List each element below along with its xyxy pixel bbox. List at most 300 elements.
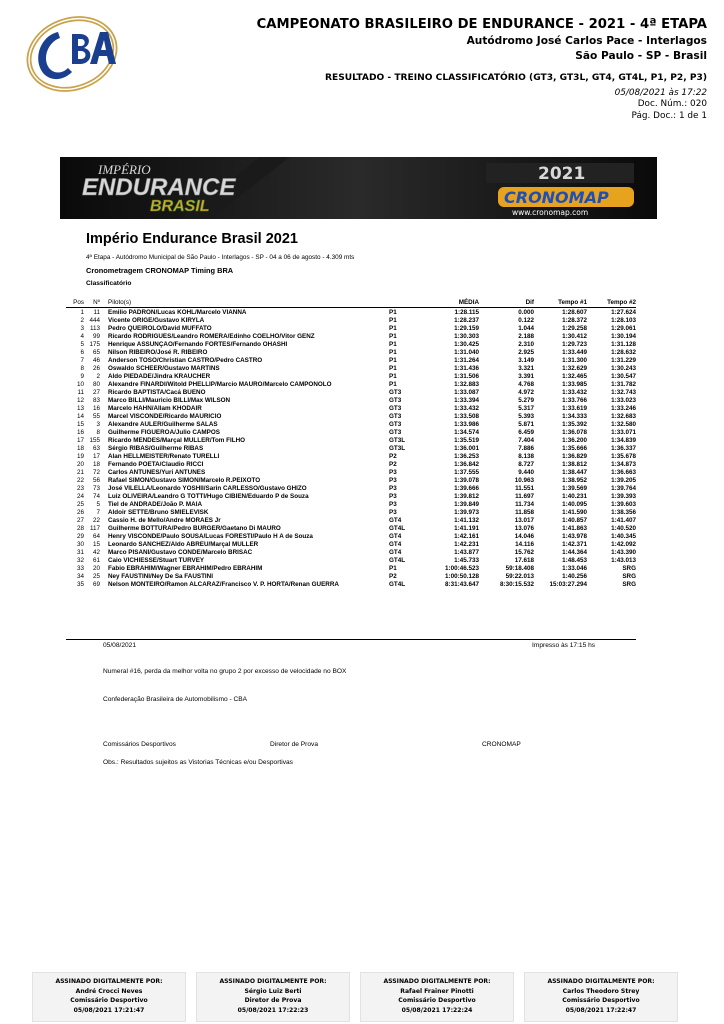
venue: Autódromo José Carlos Pace - Interlagos	[466, 35, 707, 47]
table-row	[66, 421, 636, 429]
cell-time2: 1:35.678	[611, 453, 636, 460]
cell-time2: 1:30.547	[611, 373, 636, 380]
cell-pos: 13	[76, 405, 84, 412]
cell-car-number: 3	[96, 421, 100, 428]
cell-time1: 1:33.619	[562, 405, 587, 412]
cell-average: 1:42.161	[454, 533, 479, 540]
table-row	[66, 469, 636, 477]
results-body	[66, 308, 636, 590]
cell-drivers: Henry VISCONDE/Paulo SOUSA/Lucas FORESTI/Paulo H A de Souza	[108, 533, 313, 540]
table-row	[66, 397, 636, 405]
signature-time: 05/08/2021 17:21:47	[73, 1006, 145, 1014]
cell-time2: 1:34.873	[611, 461, 636, 468]
cell-class: GT3	[389, 397, 402, 404]
cell-diff: 2.925	[518, 349, 534, 356]
col-drivers: Piloto(s)	[100, 297, 389, 308]
cell-pos: 17	[76, 437, 84, 444]
cell-class: P3	[389, 501, 397, 508]
table-row	[66, 389, 636, 397]
cell-car-number: 74	[92, 493, 100, 500]
col-pos: Pos	[66, 297, 84, 308]
cell-pos: 35	[76, 581, 84, 588]
result-title: RESULTADO - TREINO CLASSIFICATÓRIO (GT3, GT3L, GT4, GT4L, P1, P2, P3)	[324, 73, 707, 83]
cell-time2: 1:30.243	[611, 365, 636, 372]
signature-name: Carlos Theodoro Strey	[562, 987, 640, 995]
cba-logo	[18, 14, 118, 100]
table-row	[66, 308, 636, 318]
cell-car-number: 15	[92, 541, 100, 548]
cell-time1: 1:34.333	[562, 413, 587, 420]
banner-imperio: IMPÉRIO	[98, 162, 151, 177]
cell-drivers: Fabio EBRAHIM/Wagner EBRAHIM/Pedro EBRAHIM	[108, 565, 263, 572]
cell-car-number: 73	[92, 485, 100, 492]
cell-class: GT3	[389, 413, 402, 420]
signature-box	[360, 972, 514, 1022]
cell-class: P1	[389, 325, 397, 332]
table-row	[66, 357, 636, 365]
cell-car-number: 63	[92, 445, 100, 452]
cell-time1: 1:33.046	[562, 565, 587, 572]
cell-time1: 1:29.258	[562, 325, 587, 332]
cell-car-number: 25	[92, 573, 100, 580]
race-director-label: Diretor de Prova	[270, 741, 319, 748]
cell-car-number: 80	[92, 381, 100, 388]
cell-diff: 5.317	[518, 405, 534, 412]
cell-car-number: 175	[89, 341, 100, 348]
cell-pos: 24	[76, 493, 84, 500]
event-subtitle: 4ª Etapa - Autódromo Municipal de São Paulo - Interlagos - SP - 04 a 06 de agosto - 4.309 mts	[86, 254, 355, 261]
cell-diff: 14.116	[515, 541, 534, 548]
cell-time1: 1:29.723	[562, 341, 587, 348]
cell-average: 1:39.849	[454, 501, 479, 508]
cell-class: P1	[389, 565, 397, 572]
cell-pos: 23	[76, 485, 84, 492]
cba-label: Confederação Brasileira de Automobilismo - CBA	[103, 696, 248, 703]
cell-time2: 1:32.580	[611, 421, 636, 428]
cell-pos: 30	[76, 541, 84, 548]
cell-drivers: Aldo PIEDADE/Jindra KRAUCHER	[108, 373, 211, 380]
cell-time2: 1:28.632	[611, 349, 636, 356]
signature-name: André Crocci Neves	[75, 987, 143, 995]
table-row	[66, 581, 636, 589]
cell-pos: 8	[80, 365, 84, 372]
cell-time1: 1:33.449	[562, 349, 587, 356]
cell-pos: 15	[76, 421, 84, 428]
cell-diff: 6.459	[518, 429, 534, 436]
cell-diff: 9.440	[518, 469, 534, 476]
cell-pos: 6	[80, 349, 84, 356]
cell-average: 1:34.574	[454, 429, 479, 436]
cell-diff: 5.279	[518, 397, 534, 404]
footer-date: 05/08/2021	[103, 642, 137, 649]
cell-car-number: 42	[92, 549, 100, 556]
cell-class: P3	[389, 469, 397, 476]
cell-diff: 7.886	[518, 445, 534, 452]
table-row	[66, 453, 636, 461]
cell-average: 1:36.842	[454, 461, 479, 468]
cell-average: 1:39.812	[454, 493, 479, 500]
cell-class: P3	[389, 477, 397, 484]
cell-car-number: 8	[96, 429, 100, 436]
cell-car-number: 46	[92, 357, 100, 364]
cell-class: GT3	[389, 421, 402, 428]
cell-class: P1	[389, 373, 397, 380]
cell-diff: 13.076	[514, 525, 534, 532]
stewards-label: Comissários Desportivos	[103, 741, 176, 748]
cell-diff: 8.727	[518, 461, 534, 468]
cell-class: GT3	[389, 405, 402, 412]
cell-car-number: 18	[92, 461, 100, 468]
cell-class: P1	[389, 333, 397, 340]
cell-class: GT4	[389, 533, 402, 540]
cell-class: P1	[389, 381, 397, 388]
cell-drivers: Oswaldo SCHEER/Gustavo MARTINS	[108, 365, 220, 372]
cell-car-number: 444	[89, 317, 100, 324]
cell-car-number: 83	[92, 397, 100, 404]
col-diff: Dif	[479, 297, 534, 308]
cell-time1: 1:40.256	[562, 573, 587, 580]
cell-average: 1:42.231	[454, 541, 479, 548]
cell-diff: 59:18.408	[505, 565, 534, 572]
cell-pos: 29	[76, 533, 84, 540]
cell-car-number: 113	[89, 325, 100, 332]
signature-box	[196, 972, 350, 1022]
table-row	[66, 557, 636, 565]
championship-title: CAMPEONATO BRASILEIRO DE ENDURANCE - 2021 - 4ª ETAPA	[256, 17, 707, 32]
city: São Paulo - SP - Brasil	[575, 50, 707, 62]
cell-time2: 1:40.520	[611, 525, 636, 532]
timing-label: Cronometragem CRONOMAP Timing BRA	[86, 266, 234, 275]
cell-drivers: Guilherme BOTTURA/Pedro BÜRGER/Gaetano Di MAURO	[108, 525, 281, 532]
event-title: Império Endurance Brasil 2021	[86, 231, 298, 247]
cell-drivers: Ricardo RODRIGUES/Leandro ROMERA/Edinho COELHO/Vitor GENZ	[108, 333, 315, 340]
cell-average: 1:41.132	[454, 517, 479, 524]
cell-class: GT3L	[389, 437, 406, 444]
cell-time2: 1:29.061	[611, 325, 636, 332]
table-row	[66, 333, 636, 341]
cell-class: GT4	[389, 517, 402, 524]
banner-endurance: ENDURANCE	[82, 174, 236, 201]
cell-pos: 5	[80, 341, 84, 348]
cell-pos: 4	[80, 333, 84, 340]
cell-average: 1:00:46.523	[445, 565, 479, 572]
cell-time1: 1:40.231	[562, 493, 587, 500]
cell-time1: 1:38.447	[562, 469, 587, 476]
cell-diff: 1.044	[518, 325, 534, 332]
cell-time1: 1:42.371	[562, 541, 587, 548]
table-row	[66, 405, 636, 413]
cell-diff: 14.046	[514, 533, 534, 540]
cell-diff: 0.122	[518, 317, 534, 324]
cell-diff: 8:30:15.532	[500, 581, 534, 588]
cell-time1: 1:28.607	[562, 309, 587, 316]
cell-time2: 1:42.092	[611, 541, 636, 548]
cell-drivers: Vicente ORIGE/Gustavo KIRYLA	[108, 317, 205, 324]
cell-car-number: 5	[96, 501, 100, 508]
cell-time1: 1:31.300	[562, 357, 587, 364]
cell-drivers: Carlos ANTUNES/Yuri ANTUNES	[108, 469, 206, 476]
cell-time1: 1:33.985	[562, 381, 587, 388]
cell-class: P3	[389, 509, 397, 516]
cell-average: 1:33.508	[454, 413, 479, 420]
table-row	[66, 461, 636, 469]
cell-class: GT4L	[389, 525, 406, 532]
table-row	[66, 573, 636, 581]
signature-role: Comissário Desportivo	[398, 997, 476, 1004]
table-row	[66, 317, 636, 325]
cell-time2: 1:33.023	[611, 397, 636, 404]
col-time1: Tempo #1	[534, 297, 587, 308]
cell-time2: 1:39.393	[611, 493, 636, 500]
table-row	[66, 413, 636, 421]
cell-time2: 1:39.205	[611, 477, 636, 484]
classification-label: Classificatório	[86, 280, 132, 287]
col-average: MÉDIA	[427, 297, 479, 308]
cell-average: 1:30.303	[454, 333, 479, 340]
cell-car-number: 20	[92, 565, 100, 572]
cell-car-number: 7	[96, 509, 100, 516]
cell-average: 1:33.432	[454, 405, 479, 412]
cell-average: 1:37.555	[454, 469, 479, 476]
cell-time1: 1:32.465	[562, 373, 587, 380]
cell-drivers: Leonardo SANCHEZ/Aldo ABREU/Marçal MULLER	[108, 541, 259, 548]
signature-label: ASSINADO DIGITALMENTE POR:	[219, 978, 327, 985]
cell-drivers: Caio VICHIESSE/Stuart TURVEY	[108, 557, 205, 564]
cell-average: 1:30.425	[454, 341, 479, 348]
cell-time1: 1:48.453	[562, 557, 587, 564]
cell-pos: 21	[76, 469, 84, 476]
cell-time2: 1:43.013	[611, 557, 636, 564]
cell-average: 1:29.159	[454, 325, 479, 332]
cell-pos: 26	[76, 509, 84, 516]
cell-drivers: Rafael SIMON/Gustavo SIMON/Marcelo R.PEIXOTO	[108, 477, 261, 484]
cell-average: 1:43.877	[454, 549, 479, 556]
cell-pos: 31	[76, 549, 84, 556]
cell-car-number: 117	[89, 525, 100, 532]
cell-average: 1:33.394	[454, 397, 479, 404]
signature-box	[32, 972, 186, 1022]
event-banner	[60, 157, 657, 219]
table-row	[66, 437, 636, 445]
cell-car-number: 27	[92, 389, 100, 396]
table-row	[66, 509, 636, 517]
col-number: Nº	[84, 297, 100, 308]
cell-class: GT3	[389, 389, 402, 396]
cell-time2: 1:33.246	[611, 405, 636, 412]
cell-car-number: 61	[92, 557, 100, 564]
cell-average: 1:41.191	[454, 525, 479, 532]
cell-car-number: 64	[92, 533, 100, 540]
cell-time2: 1:43.390	[611, 549, 636, 556]
table-row	[66, 533, 636, 541]
cell-diff: 59:22.013	[505, 573, 534, 580]
cell-pos: 11	[77, 389, 84, 396]
table-row	[66, 485, 636, 493]
cell-class: GT4L	[389, 557, 406, 564]
cell-time1: 1:43.978	[562, 533, 587, 540]
cell-time2: 1:31.229	[611, 357, 636, 364]
cell-drivers: Sérgio RIBAS/Guilherme RIBAS	[108, 445, 204, 452]
cell-time1: 1:41.590	[562, 509, 587, 516]
cell-drivers: Nelson MONTEIRO/Ramon ALCARAZ/Francisco V. P. HORTA/Renan GUERRA	[108, 581, 339, 588]
cell-average: 8:31:43.647	[445, 581, 479, 588]
cell-time2: 1:32.683	[611, 413, 636, 420]
cronomap-label: CRONOMAP	[482, 741, 521, 748]
cell-time2: 1:28.103	[611, 317, 636, 324]
cell-time2: 1:31.128	[611, 341, 636, 348]
cell-class: GT4L	[389, 581, 406, 588]
cell-time2: 1:27.624	[611, 309, 636, 316]
cell-pos: 20	[76, 461, 84, 468]
table-row	[66, 341, 636, 349]
cell-car-number: 99	[92, 333, 100, 340]
cell-diff: 5.393	[518, 413, 534, 420]
cell-time2: 1:38.356	[611, 509, 636, 516]
cell-drivers: Pedro QUEIROLO/David MUFFATO	[108, 325, 212, 332]
cell-car-number: 22	[92, 517, 100, 524]
cell-drivers: Fernando POETA/Claudio RICCI	[108, 461, 204, 468]
cell-drivers: Alexandre FINARDI/Witold PHELLIP/Marcio MAURO/Marcelo CAMPONOLO	[108, 381, 332, 388]
cell-drivers: Marcel VISCONDE/Ricardo MAURICIO	[108, 413, 222, 420]
table-row	[66, 373, 636, 381]
cell-time1: 1:35.392	[562, 421, 587, 428]
cell-time1: 1:41.863	[562, 525, 587, 532]
cell-time1: 1:33.432	[562, 389, 587, 396]
cell-car-number: 16	[92, 405, 100, 412]
cell-diff: 10.963	[514, 477, 534, 484]
table-row	[66, 517, 636, 525]
signature-time: 05/08/2021 17:22:47	[565, 1006, 637, 1014]
cell-time1: 1:30.412	[562, 333, 587, 340]
cell-time2: 1:34.839	[611, 437, 636, 444]
cell-time1: 1:38.952	[562, 477, 587, 484]
cell-diff: 2.310	[518, 341, 534, 348]
cell-drivers: Luiz OLIVEIRA/Leandro G TOTTI/Hugo CIBIEN/Eduardo P de Souza	[108, 493, 309, 500]
cell-time1: 1:38.812	[562, 461, 587, 468]
cell-time1: 1:36.200	[562, 437, 587, 444]
document-number: Doc. Núm.: 020	[637, 99, 707, 109]
cell-average: 1:32.883	[454, 381, 479, 388]
cell-diff: 11.858	[515, 509, 534, 516]
cell-pos: 9	[80, 373, 84, 380]
cell-time1: 1:32.629	[562, 365, 587, 372]
cell-class: P1	[389, 317, 397, 324]
cell-diff: 3.321	[518, 365, 534, 372]
document-date: 05/08/2021 às 17:22	[614, 88, 707, 98]
signature-name: Rafael Frainer Pinotti	[400, 987, 474, 995]
signature-label: ASSINADO DIGITALMENTE POR:	[383, 978, 491, 985]
table-row	[66, 477, 636, 485]
cell-time1: 1:35.666	[562, 445, 587, 452]
cell-pos: 1	[80, 309, 84, 316]
cell-class: P3	[389, 485, 397, 492]
cell-class: P1	[389, 357, 397, 364]
banner-cronomap: CRONOMAP	[504, 188, 609, 207]
signature-label: ASSINADO DIGITALMENTE POR:	[55, 978, 163, 985]
observation-note: Obs.: Resultados sujeitos as Vistorias Técnicas e/ou Desportivas	[103, 759, 293, 766]
cell-car-number: 17	[92, 453, 100, 460]
cell-diff: 17.618	[514, 557, 534, 564]
cell-diff: 11.551	[515, 485, 534, 492]
cell-drivers: Ricardo BAPTISTA/Cacá BUENO	[108, 389, 206, 396]
cell-time1: 1:36.829	[562, 453, 587, 460]
table-row	[66, 493, 636, 501]
results-table	[66, 297, 636, 589]
cell-class: GT4	[389, 541, 402, 548]
table-row	[66, 541, 636, 549]
table-header-row	[66, 297, 636, 308]
cell-class: P3	[389, 493, 397, 500]
cell-average: 1:45.733	[454, 557, 479, 564]
cell-diff: 11.734	[515, 501, 534, 508]
cell-car-number: 56	[92, 477, 100, 484]
signature-time: 05/08/2021 17:22:23	[237, 1006, 309, 1014]
table-row	[66, 565, 636, 573]
cell-drivers: Alexandre AULER/Guilherme SALAS	[108, 421, 218, 428]
cell-average: 1:35.519	[454, 437, 479, 444]
cell-average: 1:33.986	[454, 421, 479, 428]
banner-url: www.cronomap.com	[512, 208, 589, 217]
cell-car-number: 69	[92, 581, 100, 588]
cell-pos: 28	[76, 525, 84, 532]
cell-time2: 1:39.764	[611, 485, 636, 492]
cell-time2: 1:39.603	[611, 501, 636, 508]
cell-drivers: José VILELLA/Leonardo YOSHII/Sarin CARLESSO/Gustavo GHIZO	[108, 485, 307, 492]
cell-drivers: Cassio H. de Mello/Andre MORAES Jr	[108, 517, 221, 524]
signature-name: Sérgio Luiz Berti	[244, 987, 302, 995]
table-row	[66, 445, 636, 453]
cell-drivers: Tiel de ANDRADE/João P. MAIA	[108, 501, 203, 508]
table-row	[66, 325, 636, 333]
cell-drivers: Marco PISANI/Gustavo CONDE/Marcelo BRISAC	[108, 549, 253, 556]
cell-time2: 1:40.345	[611, 533, 636, 540]
cell-time2: 1:36.663	[611, 469, 636, 476]
cell-car-number: 2	[96, 373, 100, 380]
table-row	[66, 429, 636, 437]
cell-drivers: Marco BILLI/Mauricio BILLI/Max WILSON	[108, 397, 231, 404]
cell-pos: 7	[80, 357, 84, 364]
cell-class: P1	[389, 365, 397, 372]
cell-average: 1:39.078	[454, 477, 479, 484]
cell-diff: 7.404	[518, 437, 534, 444]
cell-average: 1:28.237	[454, 317, 479, 324]
cell-time2: SRG	[622, 565, 636, 572]
cell-average: 1:31.264	[454, 357, 479, 364]
cell-diff: 15.762	[514, 549, 534, 556]
cell-pos: 12	[76, 397, 84, 404]
cell-drivers: Marcelo HAHN/Allam KHODAIR	[108, 405, 202, 412]
cell-time2: SRG	[622, 573, 636, 580]
cell-diff: 2.188	[518, 333, 534, 340]
cell-time1: 1:40.857	[562, 517, 587, 524]
signature-label: ASSINADO DIGITALMENTE POR:	[547, 978, 655, 985]
cell-pos: 27	[76, 517, 84, 524]
table-row	[66, 501, 636, 509]
cell-time1: 1:33.766	[562, 397, 587, 404]
cell-diff: 5.871	[518, 421, 534, 428]
cell-drivers: Anderson TOSO/Christian CASTRO/Pedro CASTRO	[108, 357, 263, 364]
cell-average: 1:31.506	[454, 373, 479, 380]
cell-drivers: Nilson RIBEIRO/José R. RIBEIRO	[108, 349, 208, 356]
cell-pos: 25	[76, 501, 84, 508]
col-class	[389, 297, 427, 308]
cell-class: P2	[389, 453, 397, 460]
cell-average: 1:31.436	[454, 365, 479, 372]
cell-drivers: Alan HELLMEISTER/Renato TURELLI	[108, 453, 220, 460]
cell-diff: 3.391	[518, 373, 534, 380]
signature-role: Comissário Desportivo	[562, 997, 640, 1004]
cell-pos: 32	[76, 557, 84, 564]
